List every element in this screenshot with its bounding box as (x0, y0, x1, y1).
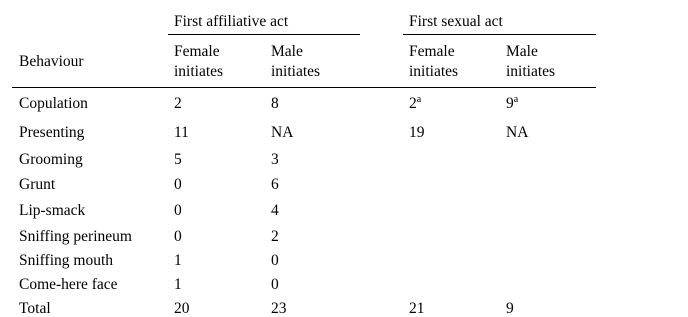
cell-aff-female: 0 (174, 176, 182, 193)
cell-aff-female: 2 (174, 95, 182, 112)
row-label: Copulation (19, 95, 88, 112)
cell-sex-male (506, 95, 518, 114)
row-label: Grunt (19, 176, 56, 193)
group-header-first-sexual-act: First sexual act (409, 13, 503, 30)
column-header-aff-female-line1: Female (174, 43, 220, 60)
cell-aff-female: 0 (174, 228, 182, 245)
cell-aff-male: NA (271, 124, 294, 141)
column-header-sex-female-line2: initiates (409, 63, 459, 80)
footnote-marker: a (416, 94, 422, 105)
cell-aff-male: 0 (271, 252, 279, 269)
column-header-sex-male-line1: Male (506, 43, 538, 60)
cell-aff-male: 3 (271, 151, 279, 168)
cell-sex-female: 19 (409, 124, 425, 141)
column-header-aff-female-line2: initiates (174, 63, 224, 80)
cell-value: 9 (506, 95, 514, 112)
row-label: Grooming (19, 151, 83, 168)
column-header-sex-female-line1: Female (409, 43, 455, 60)
row-label-total: Total (19, 300, 51, 317)
cell-sex-male: NA (506, 124, 529, 141)
row-label: Sniffing mouth (19, 252, 114, 269)
cell-aff-male: 6 (271, 176, 279, 193)
cell-aff-female-total: 20 (174, 300, 190, 317)
cell-sex-female-total: 21 (409, 300, 425, 317)
cell-aff-female: 0 (174, 202, 182, 219)
column-header-aff-male-line1: Male (271, 43, 303, 60)
cell-aff-male: 4 (271, 202, 279, 219)
column-header-behaviour: Behaviour (19, 53, 84, 70)
column-header-aff-male-line2: initiates (271, 63, 321, 80)
row-label: Presenting (19, 124, 85, 141)
cell-value: 2 (409, 95, 417, 112)
cell-aff-male: 0 (271, 276, 279, 293)
row-label: Lip-smack (19, 202, 86, 219)
row-label: Come-here face (19, 276, 118, 293)
cell-sex-male-total: 9 (506, 300, 514, 317)
group-underline-affiliative (168, 34, 360, 35)
footnote-marker: a (513, 94, 519, 105)
cell-sex-female (409, 95, 421, 114)
cell-aff-female: 1 (174, 276, 182, 293)
header-rule (12, 87, 596, 88)
cell-aff-female: 5 (174, 151, 182, 168)
cell-aff-male: 8 (271, 95, 279, 112)
group-underline-sexual (403, 34, 596, 35)
cell-aff-female: 11 (174, 124, 189, 141)
cell-aff-male: 2 (271, 228, 279, 245)
cell-aff-male-total: 23 (271, 300, 287, 317)
column-header-sex-male-line2: initiates (506, 63, 556, 80)
row-label: Sniffing perineum (19, 228, 132, 245)
cell-aff-female: 1 (174, 252, 182, 269)
group-header-first-affiliative-act: First affiliative act (174, 13, 289, 30)
